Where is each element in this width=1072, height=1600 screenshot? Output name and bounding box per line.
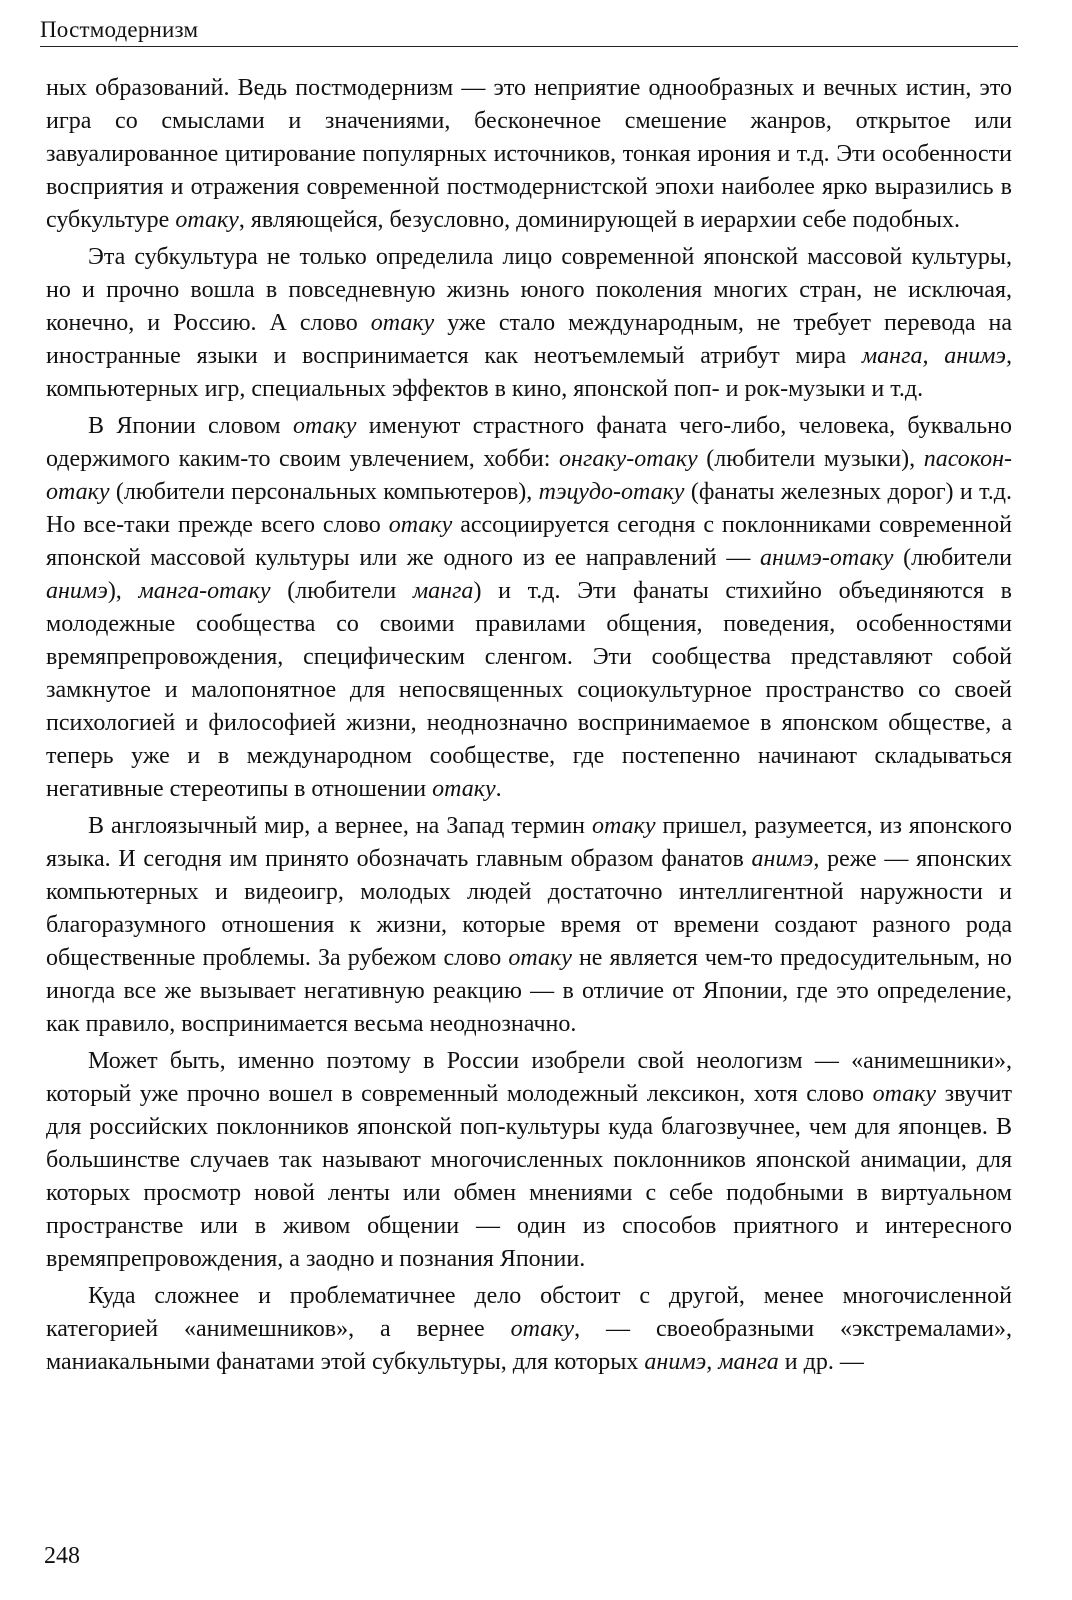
text-run: и др. — [778, 1349, 864, 1375]
italic-term: отаку [508, 945, 572, 971]
paragraph [46, 810, 1012, 1041]
text-run: , реже — японских компьютерных и видеоигр, молодых людей достаточно интеллигентной наружности и благоразумного отношения к жизни, которые время от времени создают разного рода общественные проблемы. За рубежом слово [46, 846, 1013, 971]
text-run: Может быть, именно поэтому в России изобрели свой неологизм — «анимешники», который уже прочно вошел в современный молодежный лексикон, хотя слово [46, 1048, 1012, 1107]
italic-term: анимэ [751, 846, 814, 872]
italic-term: отаку [510, 1316, 575, 1342]
italic-term: манга, анимэ, [861, 343, 1012, 369]
italic-term: онгаку-отаку [559, 446, 698, 472]
italic-term: манга [412, 578, 474, 604]
text-run: не является чем-то предосудительным, но иногда все же вызывает негативную реакцию — в отличие от Японии, где это определение, как правило, воспринимается весьма неоднозначно. [46, 945, 1013, 1037]
paragraph [46, 410, 1012, 806]
text-run: (любители [893, 545, 1012, 571]
paragraph [46, 1045, 1012, 1276]
text-run: , являющейся, безусловно, доминирующей в иерархии себе подобных. [238, 207, 961, 233]
text-run: пришел, разумеется, из японского языка. И сегодня им принято обозначать главным образом фанатов [46, 813, 1012, 872]
page-number: 248 [44, 1543, 80, 1569]
text-run: звучит для российских поклонников японской поп-культуры куда благозвучнее, чем для японцев. В большинстве случаев так называют многочисленных поклонников японской анимации, для которых просмотр новой ленты или обмен мнениями с себе подобными в виртуальном пространстве или в живом общении — один из способов приятного и интересного времяпрепровождения, а заодно и познания Японии. [46, 1081, 1012, 1272]
paragraph [46, 72, 1012, 237]
italic-term: тэцудо-отаку [538, 479, 685, 505]
italic-term: отаку [872, 1081, 937, 1107]
italic-term: отаку [388, 512, 453, 538]
text-run: Эта субкультура не только определила лицо современной японской массовой культуры, но и прочно вошла в повседневную жизнь юного поколения многих стран, не исключая, конечно, и Россию. А слово [46, 244, 1012, 336]
italic-term: пасокон-отаку [46, 446, 1012, 505]
italic-term: отаку [292, 413, 357, 439]
body-text [46, 72, 1012, 1383]
paragraph [46, 241, 1012, 406]
italic-term: отаку [175, 207, 239, 233]
text-run: именуют страстного фаната чего-либо, человека, буквально одержимого каким-то своим увлечением, хобби: [46, 413, 1013, 472]
italic-term: отаку [432, 776, 496, 802]
running-head: Постмодернизм [40, 17, 199, 42]
text-run: Куда сложнее и проблематичнее дело обстоит с другой, менее многочисленной категорией «анимешников», а вернее [46, 1283, 1012, 1342]
italic-term: анимэ [46, 578, 108, 604]
header-rule [40, 46, 1018, 47]
text-run: уже стало международным, не требует перевода на иностранные языки и воспринимается как неотъемлемый атрибут мира [46, 310, 1012, 369]
italic-term: анимэ, манга [644, 1349, 779, 1375]
text-run: В англоязычный мир, а вернее, на Запад термин [88, 813, 593, 839]
text-run: (любители музыки), [697, 446, 924, 472]
text-run: ассоциируется сегодня с поклонниками современной японской массовой культуры или же одного из ее направлений — [46, 512, 1012, 571]
paragraph [46, 1280, 1012, 1379]
text-run: ), [107, 578, 139, 604]
text-run: компьютерных игр, специальных эффектов в кино, японской поп- и рок-музыки и т.д. [46, 376, 924, 402]
text-run: . [495, 776, 502, 802]
italic-term: отаку [370, 310, 435, 336]
text-run: (любители [270, 578, 413, 604]
italic-term: анимэ-отаку [760, 545, 894, 571]
text-run: (любители персональных компьютеров), [109, 479, 539, 505]
text-run: , — своеобразными «экстремалами», маниакальными фанатами этой субкультуры, для которых [46, 1316, 1012, 1375]
text-run: В Японии словом [88, 413, 293, 439]
italic-term: манга-отаку [138, 578, 271, 604]
italic-term: отаку [592, 813, 656, 839]
text-run: ) и т.д. Эти фанаты стихийно объединяются в молодежные сообщества со своими правилами общения, поведения, особенностями времяпрепровождения, специфическим сленгом. Эти сообщества представляют собой замкнутое и малопонятное для непосвященных социокультурное пространство со своей психологией и философией жизни, неоднозначно воспринимаемое в японском обществе, а теперь уже и в международном сообществе, где постепенно начинают складываться негативные стереотипы в отношении [46, 578, 1012, 802]
text-run: ных образований. Ведь постмодернизм — это неприятие однообразных и вечных истин, это игра со смыслами и значениями, бесконечное смешение жанров, открытое или завуалированное цитирование популярных источников, тонкая ирония и т.д. Эти особенности восприятия и отражения современной постмодернистской эпохи наиболее ярко выразились в субкультуре [46, 75, 1012, 233]
text-run: (фанаты железных дорог) и т.д. Но все-таки прежде всего слово [46, 479, 1012, 538]
